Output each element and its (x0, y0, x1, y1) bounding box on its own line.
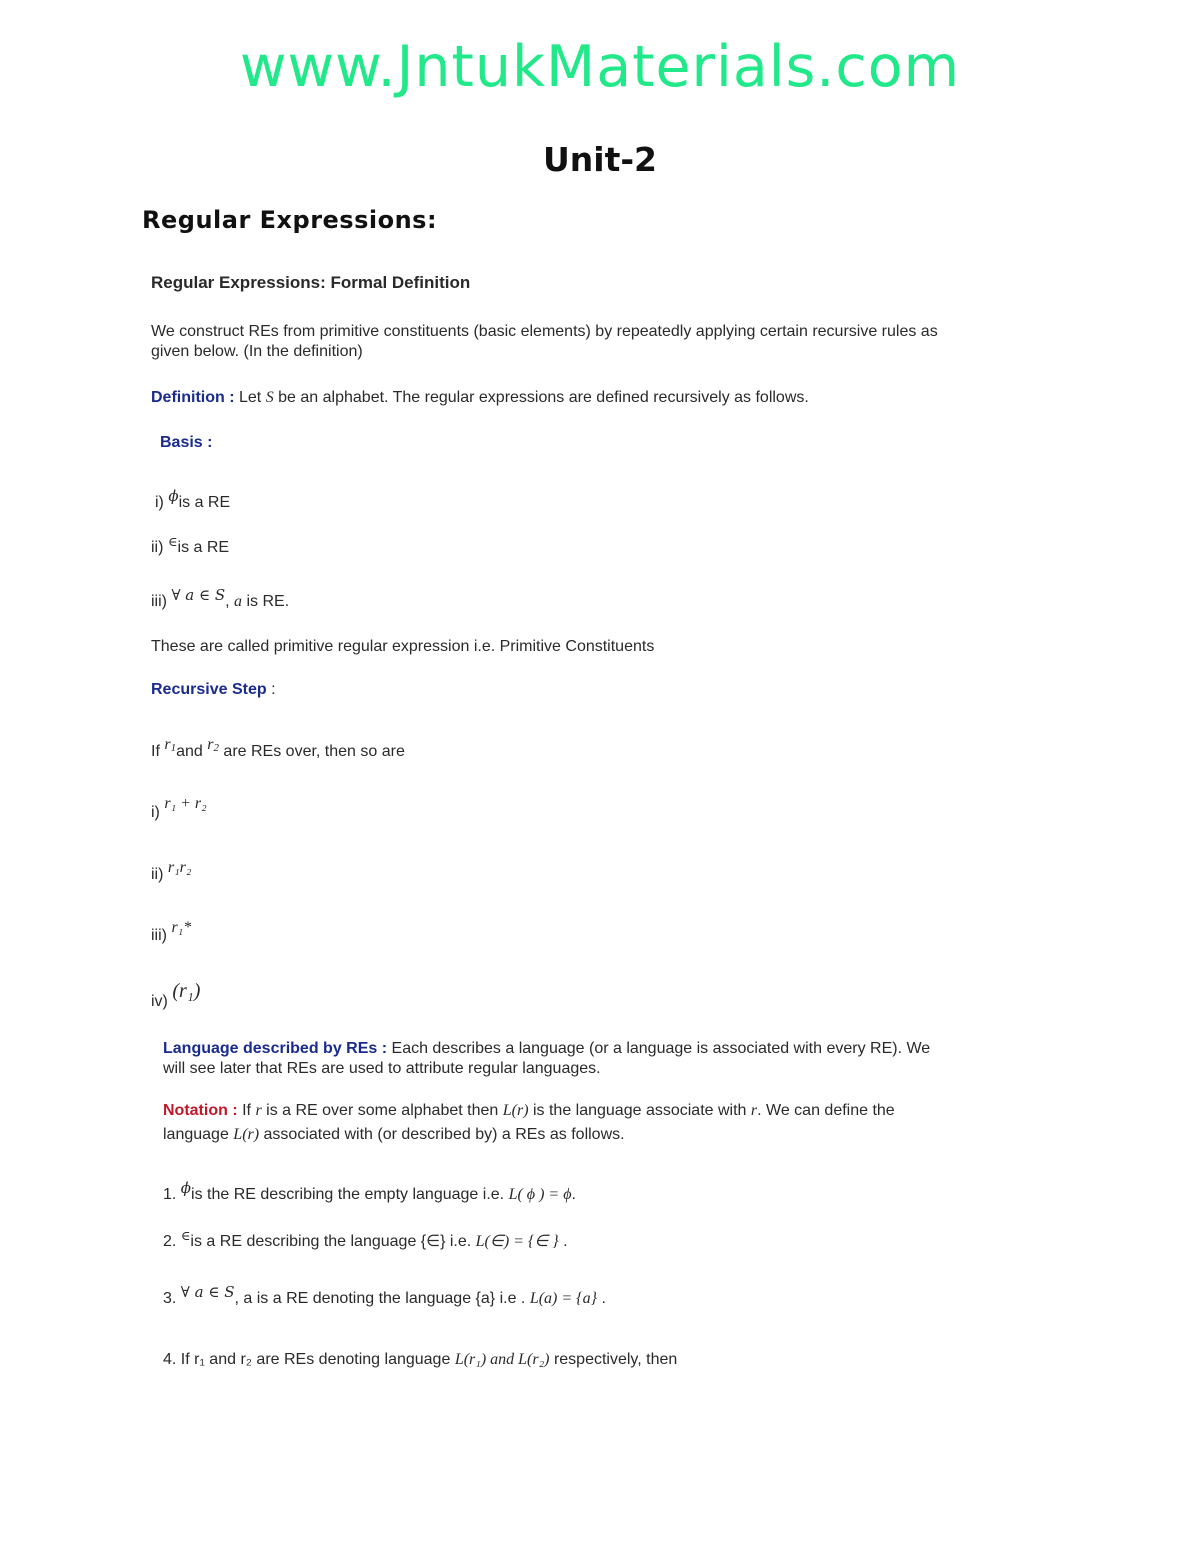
rule-item: 2. ∈is a RE describing the language {∈} i.e. L(∈) = {∈ } . (163, 1229, 568, 1250)
recursive-item (151, 795, 207, 823)
rule-item: 3. ∀ a ∈ S, a is a RE denoting the language {a} i.e . L(a) = {a} . (163, 1283, 606, 1307)
r1-symbol: $r_1$ (164, 736, 177, 754)
notation-label: Notation : (163, 1102, 238, 1119)
recursive-tail: are REs over, then so are (223, 743, 405, 760)
star-expression: r₁* (171, 919, 192, 936)
definition-post: be an alphabet. The regular expressions are defined recursively as follows. (278, 389, 809, 406)
recursive-if-line (151, 736, 405, 765)
paren-expression: (r₁) (172, 980, 201, 1002)
language-label: Language described by REs : (163, 1040, 388, 1057)
union-expression: r₁ + r₂ (164, 795, 207, 812)
item-number: ii) (151, 866, 164, 883)
unit-title: Unit-2 (542, 140, 658, 179)
item-text: is RE. (246, 593, 290, 610)
if-word: If (151, 743, 160, 760)
rule-item: 4. If r₁ and r₂ are REs denoting language L(r₁) and L(r₂) respectively, then (163, 1351, 678, 1368)
language-line-2: will see later that REs are used to attribute regular languages. (163, 1060, 601, 1077)
intro-line-1: We construct REs from primitive constituents (basic elements) by repeatedly applying certain recursive rules as (151, 323, 938, 340)
phi-symbol: ϕ (168, 487, 179, 505)
definition-pre: Let (239, 389, 262, 406)
definition-line (151, 388, 809, 408)
item-text: is a RE (177, 539, 230, 556)
recursive-item (151, 859, 192, 885)
forall-expression: ∀ a ∈ S (171, 586, 226, 604)
recursive-item (151, 980, 201, 1012)
item-number: iv) (151, 993, 168, 1010)
notation-line-2: language L(r) associated with (or described by) a REs as follows. (163, 1126, 625, 1143)
item-text: is a RE (178, 494, 231, 511)
notation-line-1: Notation : If r is a RE over some alphabet then L(r) is the language associate with r. We can define the (163, 1102, 895, 1119)
basis-item (151, 535, 230, 559)
epsilon-symbol: ∈ (167, 535, 178, 550)
recursive-step-line (151, 680, 276, 700)
basis-item (155, 487, 231, 513)
rule-item: 1. ϕis the RE describing the empty language i.e. L( ϕ ) = ϕ. (163, 1179, 576, 1203)
intro-line-2: given below. (In the definition) (151, 343, 363, 360)
primitive-note: These are called primitive regular expression i.e. Primitive Constituents (151, 638, 655, 655)
site-watermark: www.JntukMaterials.com (239, 34, 961, 100)
section-heading: Regular Expressions: (142, 206, 438, 234)
item-number: i) (151, 804, 160, 821)
item-number: ii) (151, 539, 164, 556)
item-separator: , (225, 593, 230, 610)
definition-label: Definition : (151, 389, 235, 406)
language-line-1 (163, 1039, 930, 1059)
variable-a: a (234, 593, 243, 610)
concat-expression: r₁r₂ (167, 859, 192, 876)
recursive-item (151, 919, 192, 946)
and-word: and (176, 743, 203, 760)
recursive-step-colon: : (271, 681, 276, 698)
alphabet-symbol: S (265, 389, 274, 406)
recursive-step-label: Recursive Step (151, 681, 267, 698)
item-number: i) (155, 494, 164, 511)
basis-item (151, 586, 290, 612)
basis-label: Basis : (160, 434, 213, 451)
language-text: Each describes a language (or a language is associated with every RE). We (391, 1040, 931, 1057)
item-number: iii) (151, 927, 167, 944)
r2-symbol: $r_2$ (207, 736, 219, 754)
item-number: iii) (151, 593, 167, 610)
formal-definition-heading: Regular Expressions: Formal Definition (151, 273, 471, 292)
